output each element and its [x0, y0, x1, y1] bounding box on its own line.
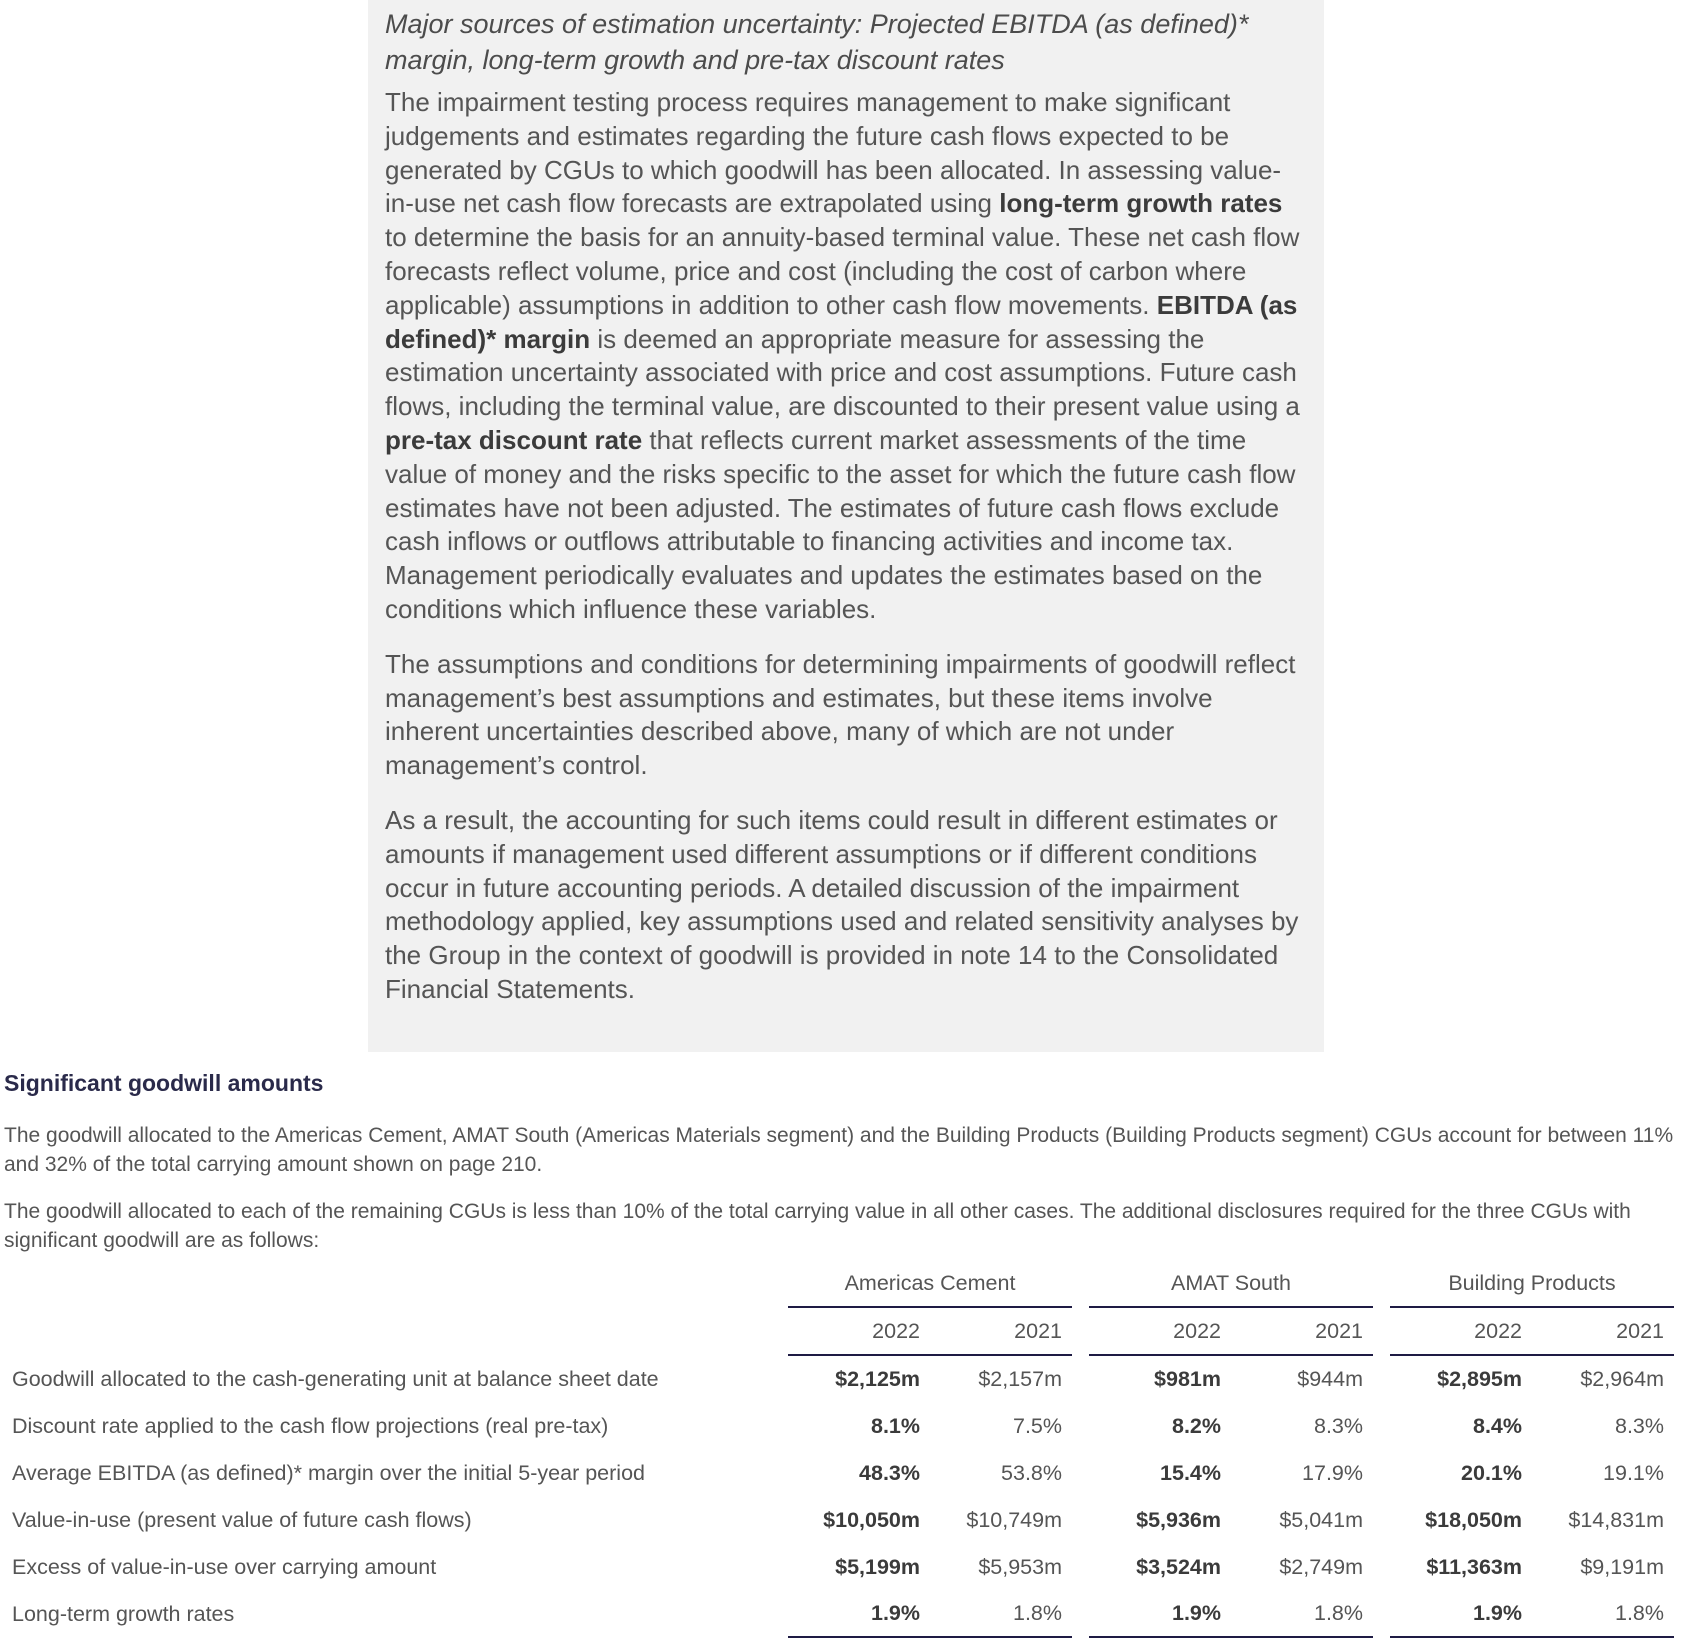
- table-year-header-row: [0, 1308, 1674, 1356]
- table-row: [0, 1356, 1674, 1403]
- p1-text-1: The impairment testing process requires management to make significant judgements and estimates regarding the future cash flows expected to be generated by CGUs to which goodwill has been allocated. In assessing value-in-use net cash flow forecasts are extrapolated using: [385, 87, 1282, 219]
- table-cell: $5,041m: [1279, 1508, 1363, 1532]
- group-header-building-products: Building Products: [1390, 1260, 1674, 1308]
- row-label: Discount rate applied to the cash flow projections (real pre-tax): [12, 1414, 609, 1438]
- goodwill-table: [0, 1260, 1674, 1638]
- table-cell: $11,363m: [1426, 1555, 1522, 1579]
- p1-bold-long-term-growth: long-term growth rates: [999, 188, 1283, 219]
- group-header-amat-south: AMAT South: [1089, 1260, 1373, 1308]
- table-row: [0, 1403, 1674, 1450]
- table-body: [0, 1356, 1674, 1638]
- table-cell: $2,749m: [1279, 1555, 1363, 1579]
- table-cell: 1.8%: [930, 1591, 1072, 1638]
- table-cell: $5,953m: [978, 1555, 1062, 1579]
- row-label: Excess of value-in-use over carrying amount: [12, 1555, 437, 1579]
- box-paragraph-2: The assumptions and conditions for determining impairments of goodwill reflect management’s best assumptions and estimates, but these items involve inherent uncertainties described above, many of which are not under management’s control.: [385, 648, 1296, 781]
- year-header: 2022: [1390, 1308, 1532, 1356]
- year-header: 2021: [1231, 1308, 1373, 1356]
- p1-text-2: to determine the basis for an annuity-based terminal value. These net cash flow forecasts reflect volume, price and cost (including the cost of carbon where applicable) assumptions in addition to other cash flow movements.: [385, 222, 1300, 320]
- table-cell: $3,524m: [1136, 1555, 1221, 1579]
- group-header-americas-cement: Americas Cement: [788, 1260, 1072, 1308]
- table-cell: $944m: [1297, 1367, 1363, 1391]
- table-row: [0, 1450, 1674, 1497]
- table-cell: 7.5%: [1012, 1414, 1062, 1438]
- table-cell: 8.3%: [1313, 1414, 1363, 1438]
- table-cell: 8.1%: [870, 1414, 920, 1438]
- row-label: Value-in-use (present value of future cash flows): [12, 1508, 472, 1532]
- table-cell: $2,125m: [835, 1367, 920, 1391]
- table-cell: 15.4%: [1160, 1461, 1221, 1485]
- table-cell: 53.8%: [1001, 1461, 1062, 1485]
- table-cell: 8.4%: [1472, 1414, 1522, 1438]
- box-paragraph-3: As a result, the accounting for such items could result in different estimates or amounts if management used different assumptions or if different conditions occur in future accounting periods. A detailed discussion of the impairment methodology applied, key assumptions used and related sensitivity analyses by the Group in the context of goodwill is provided in note 14 to the Consolidated Financial Statements.: [385, 804, 1299, 1004]
- table-cell: $10,749m: [966, 1508, 1062, 1532]
- table-cell: $2,964m: [1580, 1367, 1664, 1391]
- table-cell: $14,831m: [1568, 1508, 1664, 1532]
- estimation-uncertainty-box: [368, 0, 1324, 1052]
- table-cell: $981m: [1154, 1367, 1221, 1391]
- table-cell: 8.2%: [1171, 1414, 1221, 1438]
- table-cell: $9,191m: [1580, 1555, 1664, 1579]
- table-cell: 1.9%: [1089, 1591, 1231, 1638]
- p1-bold-discount-rate: pre-tax discount rate: [385, 424, 643, 455]
- row-label: Average EBITDA (as defined)* margin over the initial 5-year period: [12, 1461, 645, 1485]
- table-row: [0, 1544, 1674, 1591]
- table-cell: 20.1%: [1461, 1461, 1522, 1485]
- row-label: Long-term growth rates: [12, 1602, 235, 1626]
- table-cell: $2,157m: [978, 1367, 1062, 1391]
- p1-text-4: that reflects current market assessments of the time value of money and the risks specific to the asset for which the future cash flow estimates have not been adjusted. The estimates of future cash flows exclude cash inflows or outflows attributable to financing activities and income tax. Management periodically evaluates and updates the estimates based on the conditions which influence these variables.: [385, 424, 1296, 624]
- table-cell: 17.9%: [1302, 1461, 1363, 1485]
- table-row: [0, 1497, 1674, 1544]
- year-header: 2022: [1089, 1308, 1231, 1356]
- section-paragraph-1: The goodwill allocated to the Americas Cement, AMAT South (Americas Materials segment) and the Building Products (Building Products segment) CGUs account for between 11% and 32% of the total carrying amount shown on page 210.: [4, 1124, 1674, 1176]
- table-cell: 48.3%: [859, 1461, 920, 1485]
- p1-text-3: is deemed an appropriate measure for assessing the estimation uncertainty associated with price and cost assumptions. Future cash flows, including the terminal value, are discounted to their present value using a: [385, 323, 1300, 422]
- table-cell: 8.3%: [1614, 1414, 1664, 1438]
- table-cell: $5,199m: [835, 1555, 920, 1579]
- table-cell: $18,050m: [1425, 1508, 1522, 1532]
- year-header: 2021: [1532, 1308, 1674, 1356]
- year-header: 2022: [788, 1308, 930, 1356]
- year-header: 2021: [930, 1308, 1072, 1356]
- table-cell: $2,895m: [1437, 1367, 1522, 1391]
- table-row: [0, 1591, 1674, 1638]
- table-cell: $10,050m: [823, 1508, 920, 1532]
- table-cell: 1.8%: [1532, 1591, 1674, 1638]
- section-title: Significant goodwill amounts: [4, 1070, 324, 1096]
- box-title: Major sources of estimation uncertainty: Projected EBITDA (as defined)* margin, long-term growth and pre-tax discount rates: [385, 9, 1249, 75]
- table-cell: $5,936m: [1136, 1508, 1221, 1532]
- table-cell: 1.9%: [1390, 1591, 1532, 1638]
- table-cell: 1.8%: [1231, 1591, 1373, 1638]
- box-paragraph-1: [385, 86, 1306, 627]
- row-label: Goodwill allocated to the cash-generating unit at balance sheet date: [12, 1367, 659, 1391]
- table-group-header-row: [0, 1260, 1674, 1308]
- table-cell: 1.9%: [788, 1591, 930, 1638]
- p1-bold-ebitda-margin: EBITDA (as defined)* margin: [385, 289, 1298, 354]
- section-paragraph-2: The goodwill allocated to each of the remaining CGUs is less than 10% of the total carrying value in all other cases. The additional disclosures required for the three CGUs with significant goodwill are as follows:: [4, 1200, 1631, 1252]
- table-cell: 19.1%: [1603, 1461, 1664, 1485]
